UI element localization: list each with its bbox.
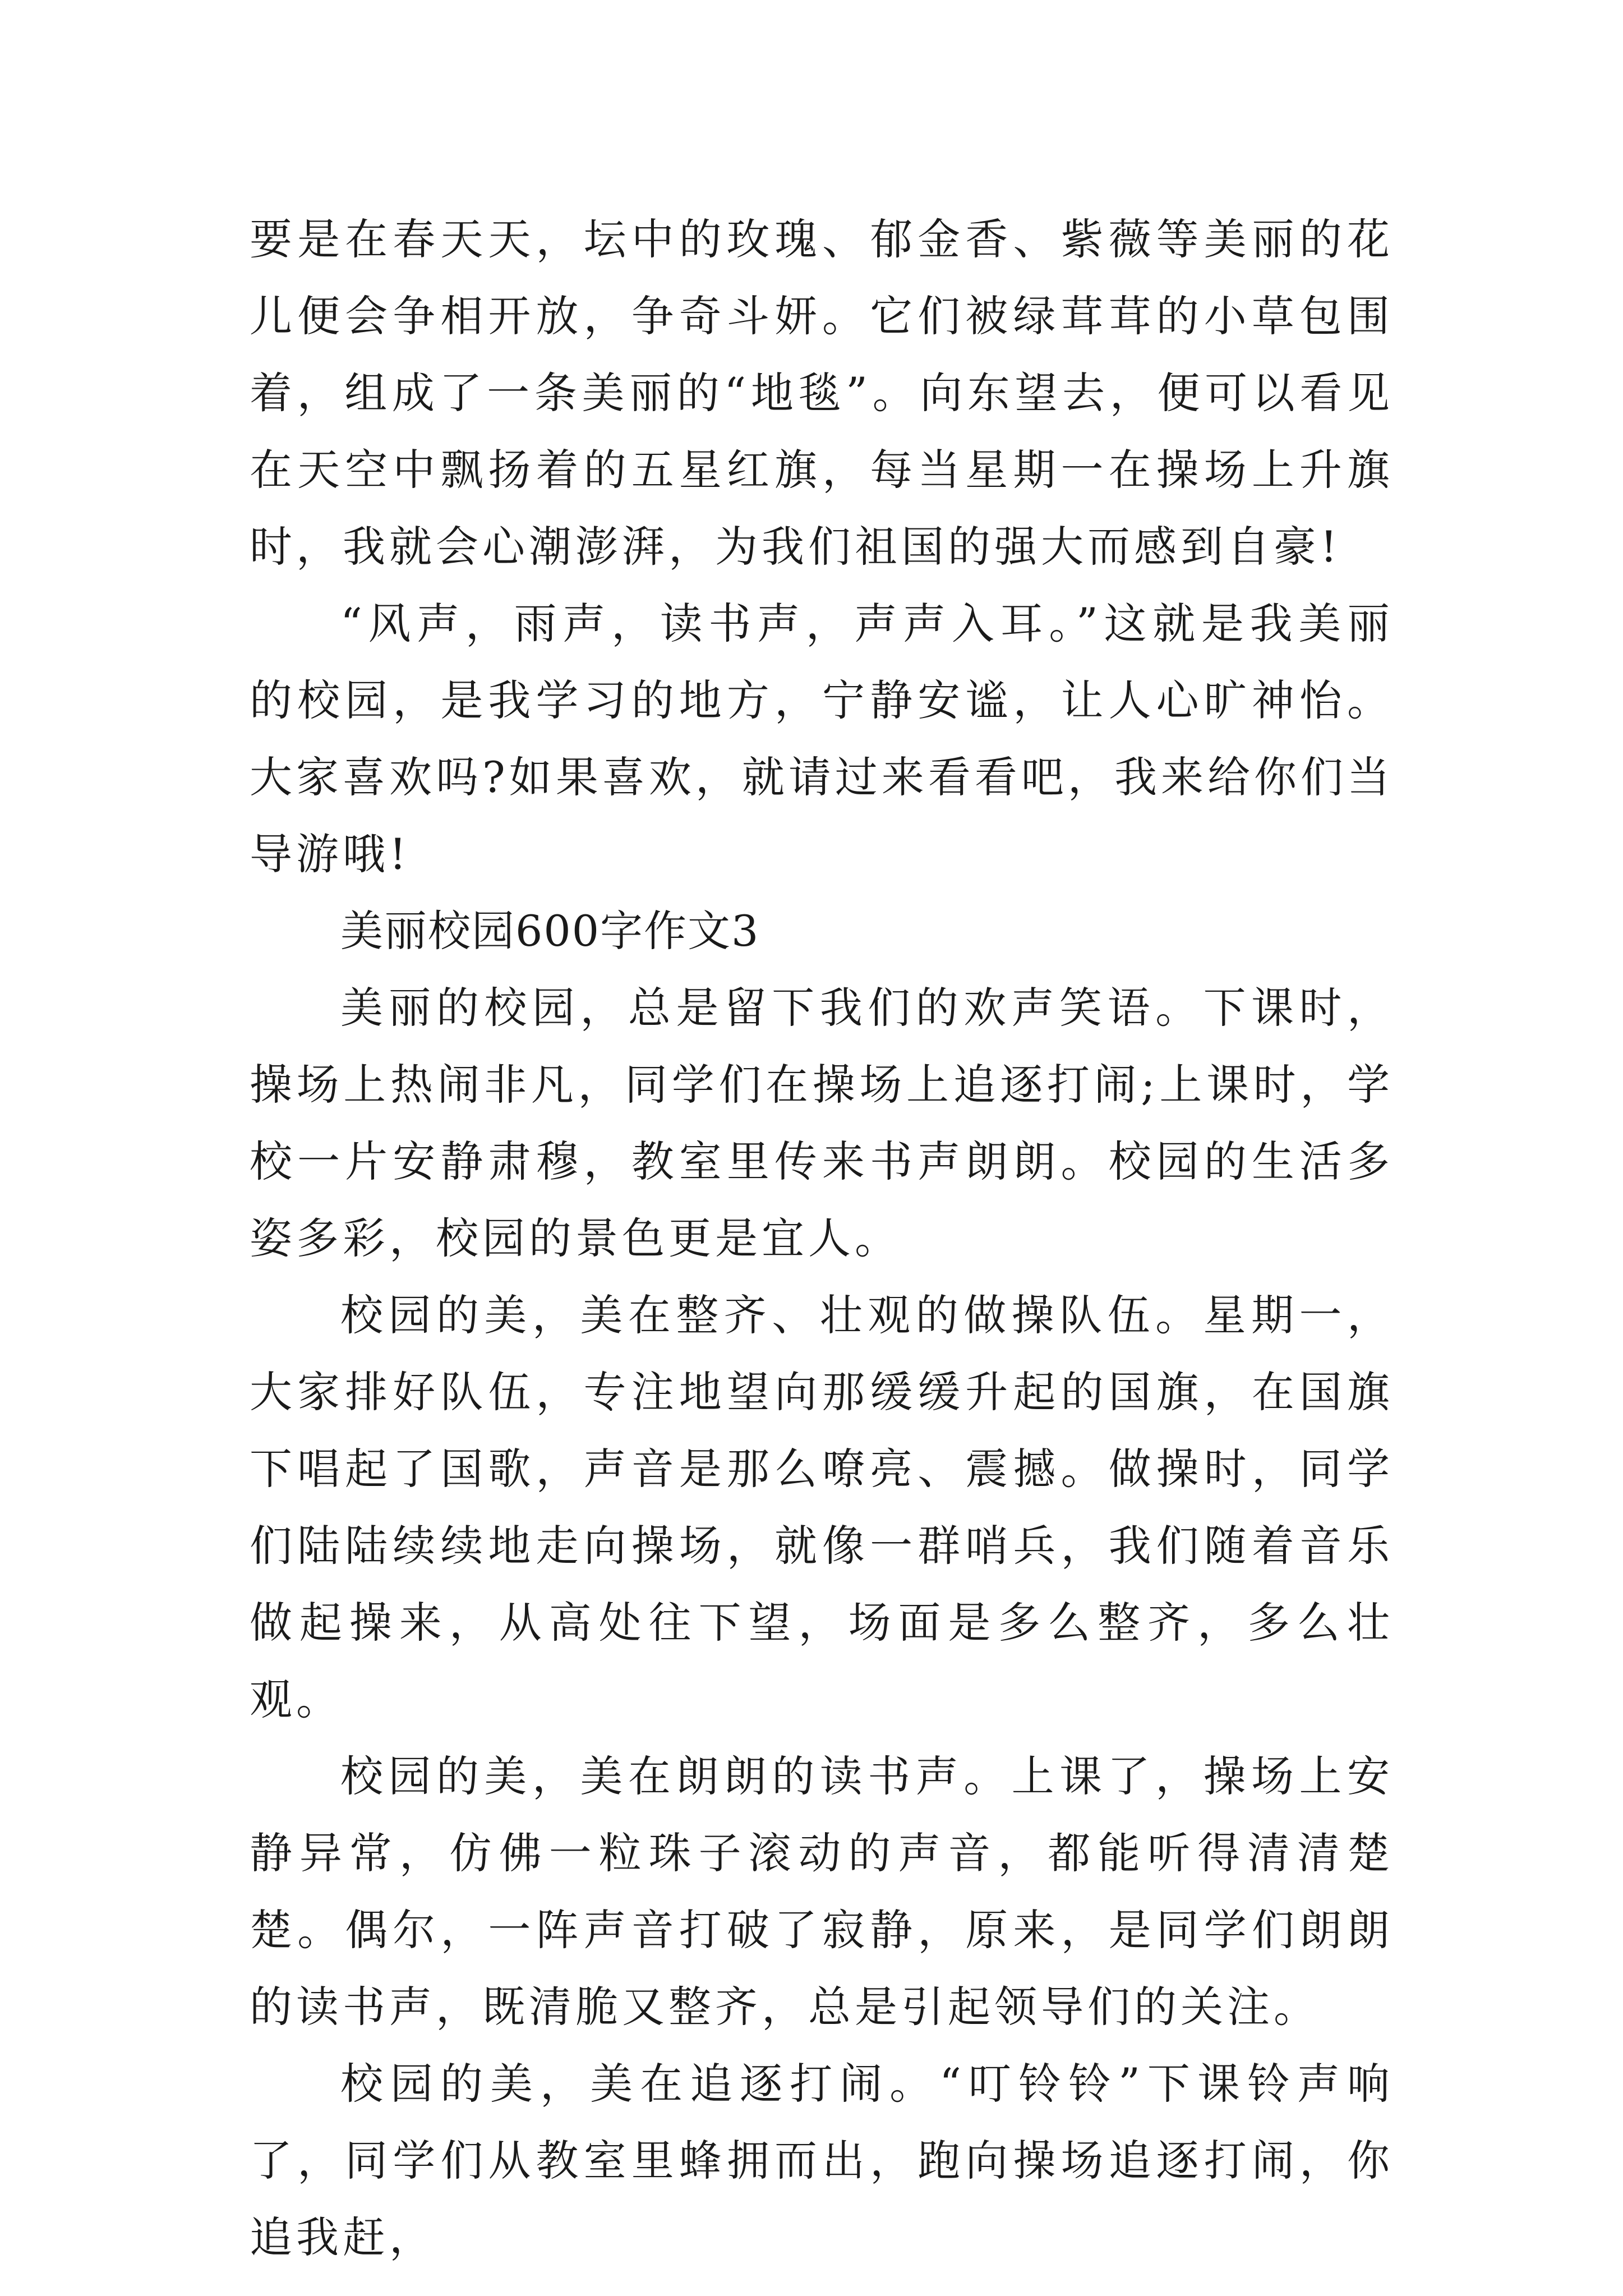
paragraph-exercise: 校园的美，美在整齐、壮观的做操队伍。星期一，大家排好队伍，专注地望向那缓缓升起的国旗，在国旗下唱起了国歌，声音是那么嘹亮、震撼。做操时，同学们陆陆续续地走向操场，就像一群哨兵，我们随着音乐做起操来，从高处往下望，场面是多么整齐，多么壮观。 <box>250 1290 1394 1724</box>
paragraph-playing: 校园的美，美在追逐打闹。“叮铃铃”下课铃声响了，同学们从教室里蜂拥而出，跑向操场追逐打闹，你追我赶， <box>250 2059 1394 2262</box>
paragraph-continued: 要是在春天天，坛中的玫瑰、郁金香、紫薇等美丽的花儿便会争相开放，争奇斗妍。它们被绿茸茸的小草包围着，组成了一条美丽的“地毯”。向东望去，便可以看见在天空中飘扬着的五星红旗，每当星期一在操场上升旗时，我就会心潮澎湃，为我们祖国的强大而感到自豪! <box>250 214 1394 572</box>
document-body <box>250 201 1394 2276</box>
essay-heading: 美丽校园600字作文3 <box>340 906 760 956</box>
paragraph-quote: “风声，雨声，读书声，声声入耳。”这就是我美丽的校园，是我学习的地方，宁静安谧，让人心旷神怡。大家喜欢吗?如果喜欢，就请过来看看吧，我来给你们当导游哦! <box>250 599 1394 879</box>
paragraph-reading: 校园的美，美在朗朗的读书声。上课了，操场上安静异常，仿佛一粒珠子滚动的声音，都能听得清清楚楚。偶尔，一阵声音打破了寂静，原来，是同学们朗朗的读书声，既清脆又整齐，总是引起领导们的关注。 <box>250 1751 1394 2032</box>
paragraph-intro: 美丽的校园，总是留下我们的欢声笑语。下课时，操场上热闹非凡，同学们在操场上追逐打闹;上课时，学校一片安静肃穆，教室里传来书声朗朗。校园的生活多姿多彩，校园的景色更是宜人。 <box>250 983 1394 1263</box>
